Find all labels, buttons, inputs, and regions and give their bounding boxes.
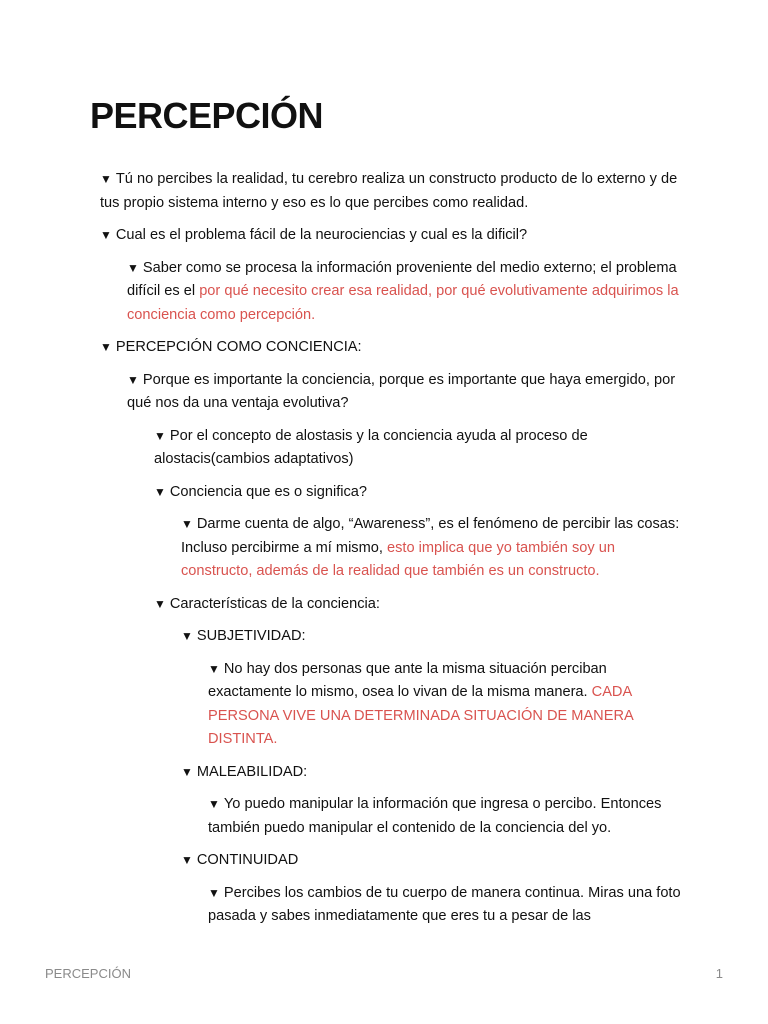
toggle-item-text: Percibes los cambios de tu cuerpo de manera continua. Miras una foto pasada y sabes inmediatamente que eres tu a pesar de las [208, 884, 681, 924]
footer-title: PERCEPCIÓN [45, 966, 131, 981]
toggle-item-text: Por el concepto de alostasis y la conciencia ayuda al proceso de alostacis(cambios adaptativos) [154, 427, 588, 467]
toggle-item-text: Características de la conciencia: [169, 595, 380, 612]
page-number: 1 [715, 966, 723, 981]
toggle-item[interactable] [208, 882, 684, 929]
toggle-triangle-icon[interactable]: ▼ [181, 853, 193, 867]
toggle-triangle-icon[interactable]: ▼ [181, 764, 193, 779]
toggle-item[interactable] [100, 336, 684, 360]
toggle-triangle-icon[interactable]: ▼ [100, 172, 112, 186]
toggle-item-text: Saber como se procesa la información proveniente del medio externo; el problema difícil es el [127, 259, 677, 299]
toggle-item-text: Darme cuenta de algo, “Awareness”, es el fenómeno de percibir las cosas: Incluso percibirme a mí mismo, [181, 516, 680, 556]
toggle-triangle-icon[interactable]: ▼ [100, 228, 112, 242]
toggle-triangle-icon[interactable]: ▼ [127, 260, 139, 275]
toggle-item-text: CONTINUIDAD [196, 852, 299, 868]
toggle-item[interactable] [100, 168, 684, 215]
toggle-item[interactable] [154, 481, 684, 505]
toggle-item[interactable] [208, 793, 684, 840]
toggle-item-text: Cual es el problema fácil de la neurociencias y cual es la dificil? [115, 227, 528, 243]
toggle-item-text: Conciencia que es o significa? [169, 483, 368, 500]
toggle-triangle-icon[interactable]: ▼ [181, 629, 193, 643]
toggle-item-text: SUBJETIVIDAD: [196, 628, 306, 644]
toggle-item-text: Porque es importante la conciencia, porque es importante que haya emergido, por qué nos da una ventaja evolutiva? [127, 371, 676, 411]
toggle-triangle-icon[interactable]: ▼ [127, 372, 139, 387]
highlighted-text: esto implica que yo también soy un constructo, además de la realidad que también es un constructo. [181, 539, 615, 579]
toggle-item[interactable] [208, 658, 684, 752]
toggle-triangle-icon[interactable]: ▼ [154, 596, 166, 611]
highlighted-text: por qué necesito crear esa realidad, por qué evolutivamente adquirimos la conciencia como percepción. [127, 283, 679, 323]
toggle-item-text: MALEABILIDAD: [196, 763, 308, 780]
toggle-item[interactable] [181, 849, 684, 873]
toggle-item[interactable] [100, 224, 684, 248]
toggle-item-text: Tú no percibes la realidad, tu cerebro realiza un constructo producto de lo externo y de tus propio sistema interno y eso es lo que percibes como realidad. [100, 171, 678, 211]
toggle-triangle-icon[interactable]: ▼ [154, 484, 166, 499]
toggle-triangle-icon[interactable]: ▼ [208, 797, 220, 811]
toggle-item[interactable] [181, 625, 684, 649]
toggle-list [100, 168, 684, 938]
toggle-item-text: PERCEPCIÓN COMO CONCIENCIA: [115, 339, 362, 355]
highlighted-text: CADA PERSONA VIVE UNA DETERMINADA SITUACIÓN DE MANERA DISTINTA. [208, 684, 633, 747]
toggle-triangle-icon[interactable]: ▼ [100, 340, 112, 354]
toggle-item[interactable] [154, 425, 684, 472]
toggle-item-text: No hay dos personas que ante la misma situación perciban exactamente lo mismo, osea lo vivan de la misma manera. [208, 660, 607, 700]
toggle-item[interactable] [127, 369, 684, 416]
toggle-triangle-icon[interactable]: ▼ [208, 885, 220, 900]
toggle-item[interactable] [181, 513, 684, 584]
toggle-item[interactable] [154, 593, 684, 617]
toggle-item[interactable] [127, 257, 684, 328]
toggle-triangle-icon[interactable]: ▼ [208, 661, 220, 676]
page-title: PERCEPCIÓN [90, 95, 324, 136]
toggle-triangle-icon[interactable]: ▼ [181, 517, 193, 531]
toggle-item-text: Yo puedo manipular la información que ingresa o percibo. Entonces también puedo manipular el contenido de la conciencia del yo. [208, 796, 662, 836]
toggle-item[interactable] [181, 761, 684, 785]
toggle-triangle-icon[interactable]: ▼ [154, 428, 166, 443]
